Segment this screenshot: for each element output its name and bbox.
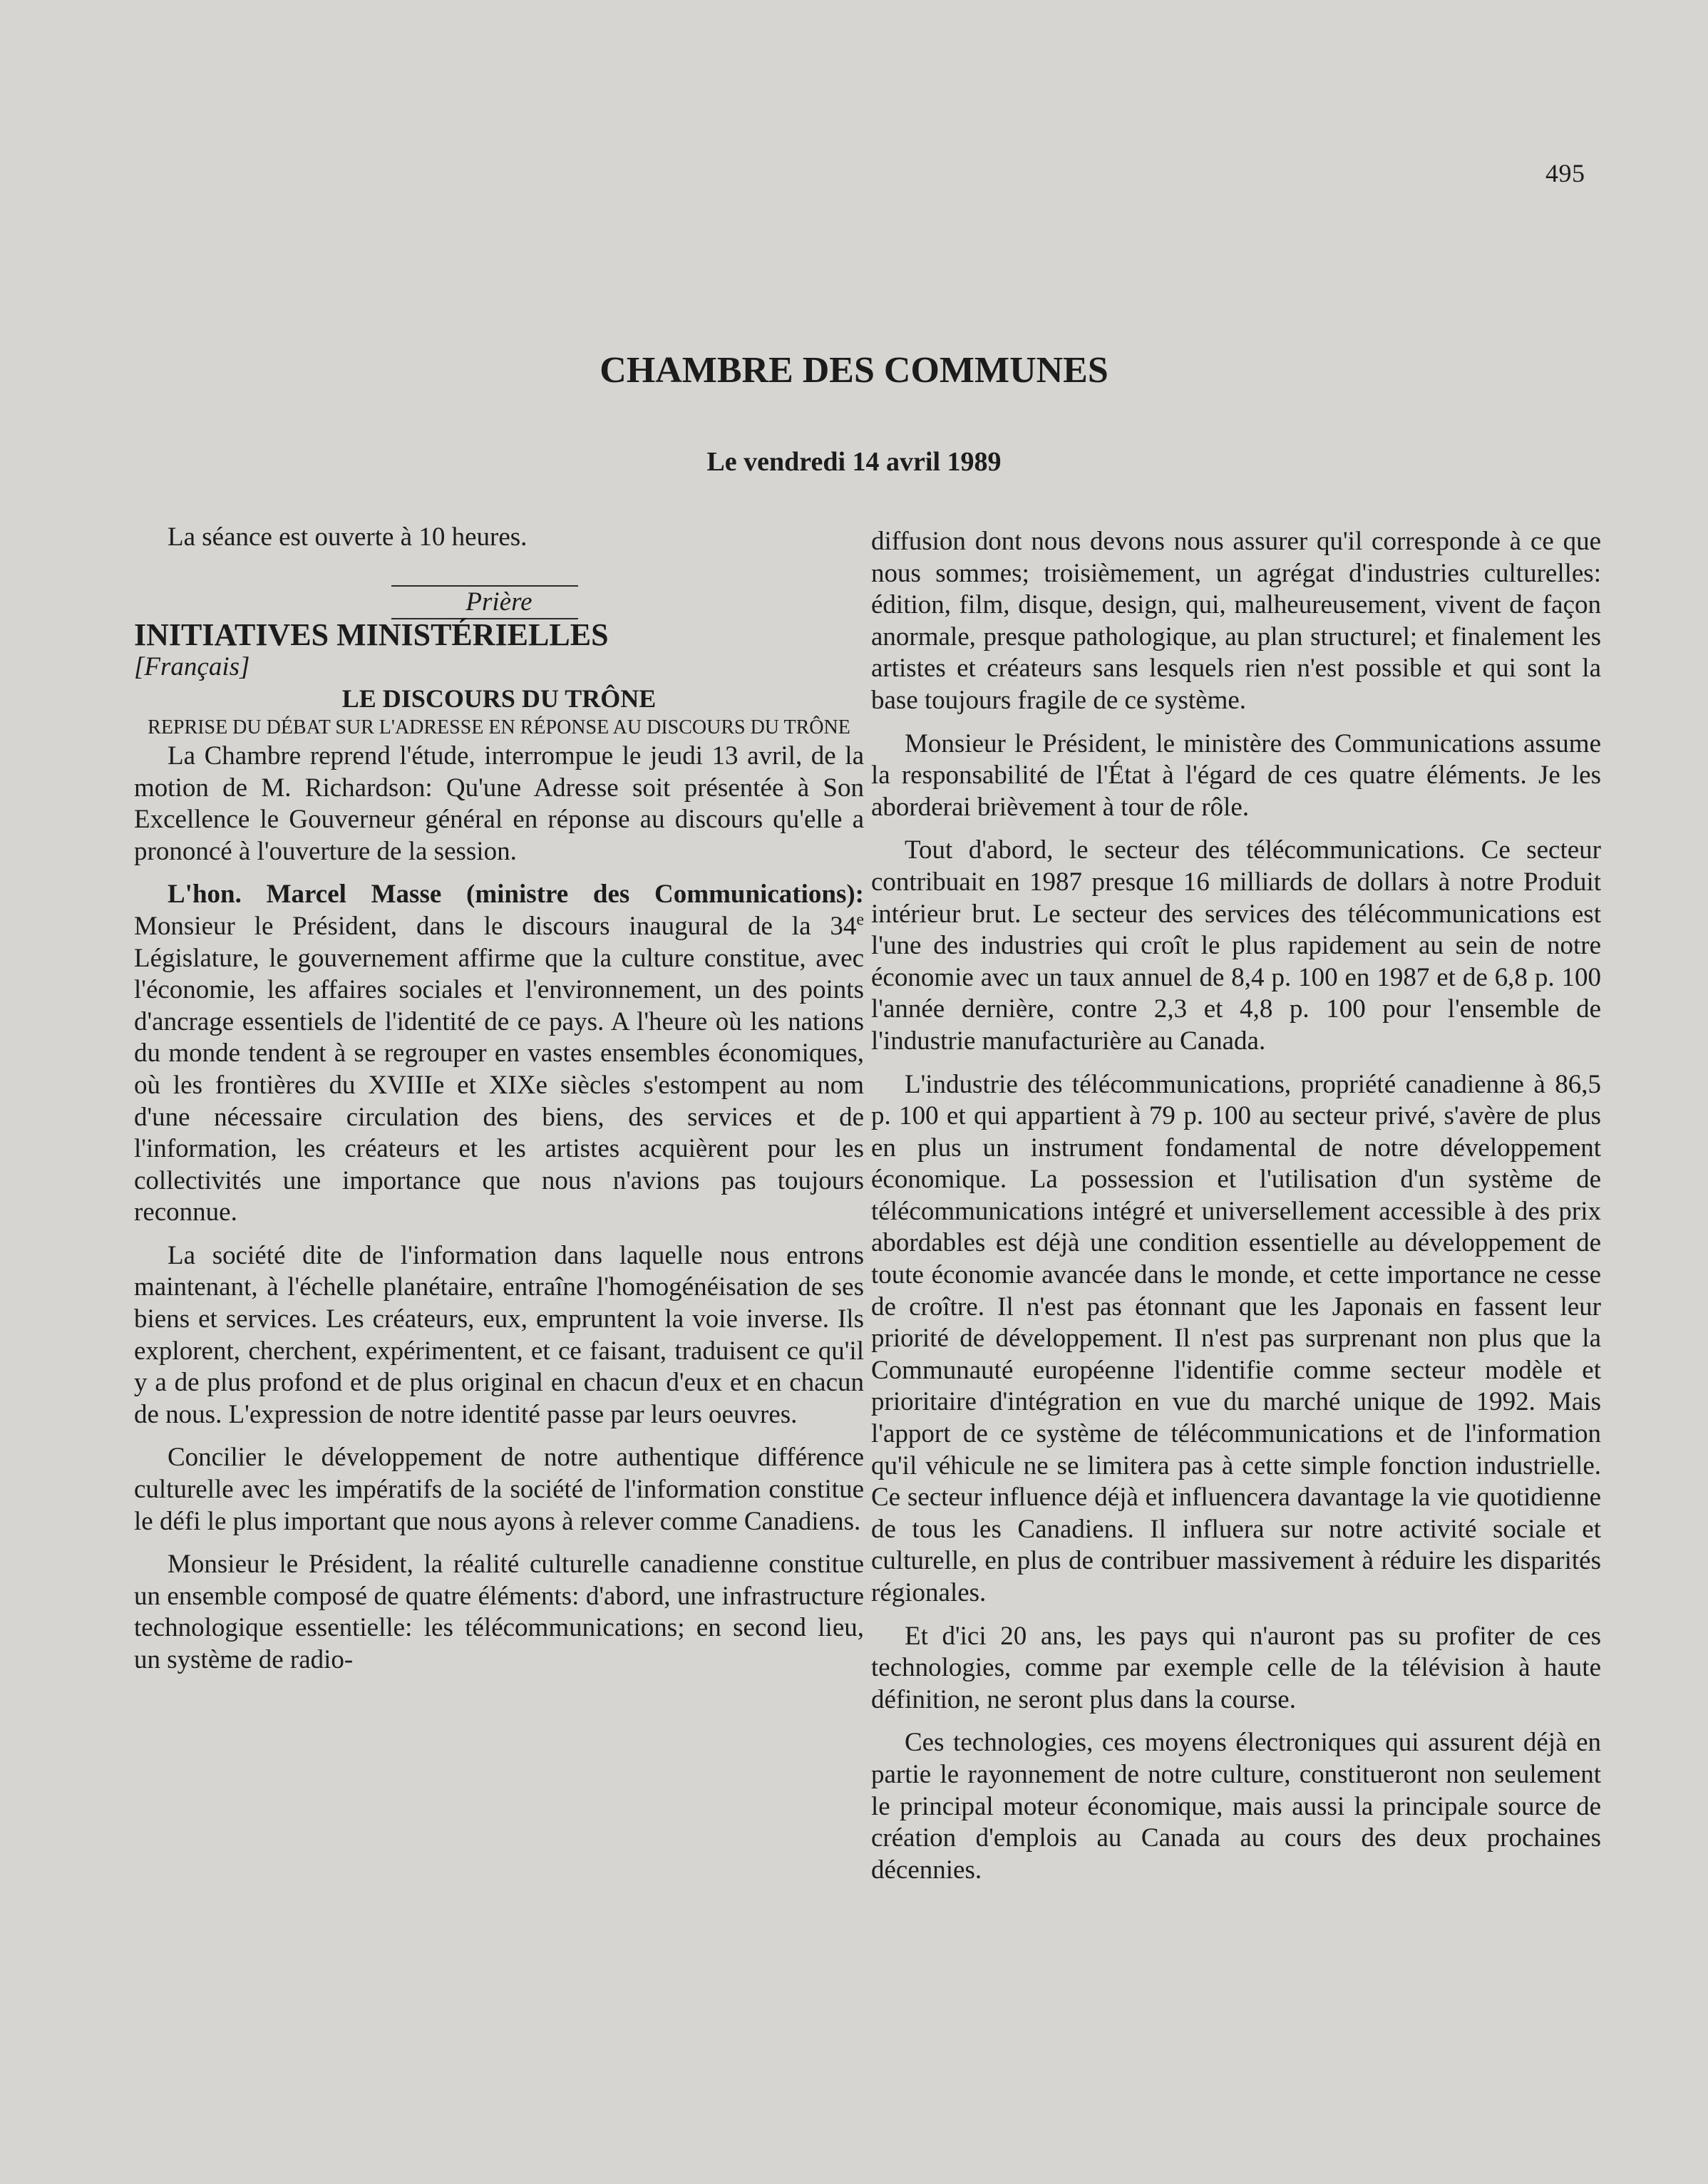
prayer-heading: Prière <box>465 587 533 617</box>
paragraph: La Chambre reprend l'étude, interrompue le jeudi 13 avril, de la motion de M. Richardson: Qu'une Adresse soit présentée à Son Excellence le Gouverneur général en réponse au discours qu'elle a prononcé à l'ouverture de la session. <box>134 741 864 866</box>
paragraph: diffusion dont nous devons nous assurer qu'il corresponde à ce que nous sommes; troisièmement, un agrégat d'industries culturelles: édition, film, disque, design, qui, malheureusement, vivent de façon anormale, presque pathologique, au plan structurel; et finalement les artistes et créateurs sans lesquels rien n'est possible et qui sont la base toujours fragile de ce système. <box>871 527 1601 715</box>
paragraph: La société dite de l'information dans laquelle nous entrons maintenant, à l'échelle planétaire, entraîne l'homogénéisation de ses biens et services. Les créateurs, eux, empruntent la voie inverse. Ils explorent, cherchent, expérimentent, et ce faisant, traduisent ce qu'il y a de plus profond et de plus original en chacun d'eux et en chacun de nous. L'expression de notre identité passe par leurs oeuvres. <box>134 1240 864 1429</box>
page-title: CHAMBRE DES COMMUNES <box>600 350 1108 391</box>
speaker-name: L'hon. Marcel Masse (ministre des Communications): <box>168 880 864 910</box>
paragraph: Ces technologies, ces moyens électroniques qui assurent déjà en partie le rayonnement de notre culture, constitueront non seulement le principal moteur économique, mais aussi la principale source de création d'emplois au Canada au cours des deux prochaines décennies. <box>871 1728 1601 1885</box>
speech-text: Monsieur le Président, dans le discours inaugural de la 34 <box>134 911 857 941</box>
paragraph: Monsieur le Président, la réalité culturelle canadienne constitue un ensemble composé de quatre éléments: d'abord, une infrastructure technologique essentielle: les télécommunications; en second lieu, un système de radio- <box>134 1550 864 1674</box>
subject-heading: LE DISCOURS DU TRÔNE <box>341 684 657 714</box>
speech-text: Législature, le gouvernement affirme que la culture constitue, avec l'économie, les affaires sociales et l'environnement, un des points d'ancrage essentiels de l'identité de ce pays. A l'heure où les nations du monde tendent à se regrouper en vastes ensembles économiques, où les frontières du XVIIIe et XIXe siècles s'estompent au nom d'une nécessaire circulation des biens, des services et de l'information, les créateurs et les artistes acquièrent pour les collectivités une importance que nous n'avions pas toujours reconnue. <box>134 943 864 1227</box>
subsubject-heading: REPRISE DU DÉBAT SUR L'ADRESSE EN RÉPONSE AU DISCOURS DU TRÔNE <box>148 716 850 738</box>
paragraph: L'industrie des télécommunications, propriété canadienne à 86,5 p. 100 et qui appartient à 79 p. 100 au secteur privé, s'avère de plus en plus un instrument fondamental de notre développement économique. La possession et l'utilisation d'un système de télécommunications intégré et universellement accessible à des prix abordables est déjà une condition essentielle au développement de toute économie avancée dans le monde, et cette importance ne cesse de croître. Il n'est pas étonnant que les Japonais en fassent leur priorité de développement. Il n'est pas surprenant non plus que la Communauté européenne l'identifie comme secteur modèle et prioritaire d'intégration en vue du marché unique de 1992. Mais l'apport de ce système de télécommunications et de l'information qu'il véhicule ne se limitera pas à cette simple fonction industrielle. Ce secteur influence déjà et influencera davantage la vie quotidienne de tous les Canadiens. Il influera sur notre activité sociale et culturelle, en plus de contribuer massivement à réduire les disparités régionales. <box>871 1069 1601 1607</box>
left-column <box>134 522 864 1676</box>
opening-statement: La séance est ouverte à 10 heures. <box>168 522 528 552</box>
section-heading: INITIATIVES MINISTÉRIELLES <box>134 617 609 653</box>
paragraph: Et d'ici 20 ans, les pays qui n'auront pas su profiter de ces technologies, comme par exemple celle de la télévision à haute définition, ne seront plus dans la course. <box>871 1621 1601 1714</box>
speech-paragraph <box>134 879 864 1229</box>
paragraph: Concilier le développement de notre authentique différence culturelle avec les impératifs de la société de l'information constitue le défi le plus important que nous ayons à relever comme Canadiens. <box>134 1443 864 1536</box>
right-column <box>871 526 1601 1886</box>
sitting-date: Le vendredi 14 avril 1989 <box>706 447 1002 477</box>
page-number: 495 <box>1545 159 1585 187</box>
superscript: e <box>856 910 864 929</box>
paragraph: Monsieur le Président, le ministère des Communications assume la responsabilité de l'État à l'égard de ces quatre éléments. Je les aborderai brièvement à tour de rôle. <box>871 728 1601 822</box>
paragraph: Tout d'abord, le secteur des télécommunications. Ce secteur contribuait en 1987 presque 16 milliards de dollars à notre Produit intérieur brut. Le secteur des services des télécommunications est l'une des industries qui croît le plus rapidement au sein de notre économie avec un taux annuel de 8,4 p. 100 en 1987 et de 6,8 p. 100 l'année dernière, contre 2,3 et 4,8 p. 100 pour l'ensemble de l'industrie manufacturière au Canada. <box>871 835 1601 1056</box>
language-tag: [Français] <box>134 651 250 681</box>
